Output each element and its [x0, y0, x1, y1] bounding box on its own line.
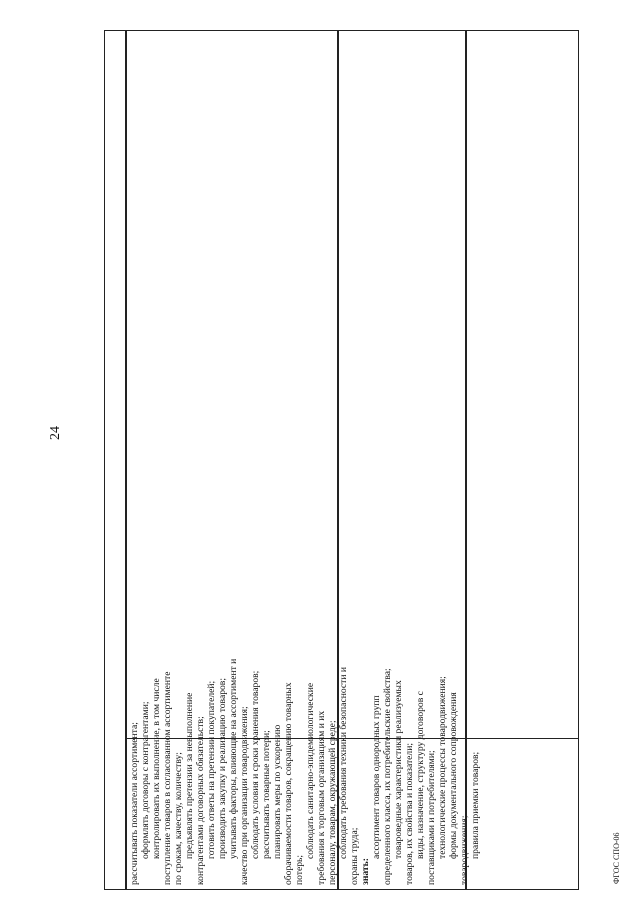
content-line: контролировать их выполнение, в том числе [151, 678, 162, 859]
content-line: товароведные характеристики реализуемых [393, 680, 404, 859]
standards-table [104, 30, 579, 890]
content-line: товародвижения; [459, 815, 470, 885]
content-line: правила приемки товаров; [470, 751, 481, 859]
content-line: соблюдать требования техники безопасности и [338, 667, 349, 859]
content-line: соблюдать условия и сроки хранения товаров; [250, 670, 261, 859]
content-line: оборачиваемости товаров, сокращению товарных [283, 682, 294, 885]
content-line: поступление товаров в согласованном ассортименте [162, 671, 173, 885]
content-line: технологические процессы товародвижения; [437, 676, 448, 859]
table-cell-empty-2 [467, 738, 578, 889]
content-line: планировать меры по ускорению [272, 724, 283, 859]
content-line: готовить ответы на претензии покупателей; [206, 680, 217, 859]
content-line: учитывать факторы, влияющие на ассортимент и [228, 658, 239, 859]
content-line: производить закупку и реализацию товаров; [217, 677, 228, 859]
content-line: определенного класса, их потребительские свойства; [382, 668, 393, 885]
table-row-empty-2 [466, 30, 579, 890]
content-line: по срокам, качеству, количеству; [173, 752, 184, 885]
content-line: знать: [360, 858, 371, 885]
content-line: контрагентами договорных обязательств; [195, 716, 206, 885]
content-line: поставщиками и потребителями; [426, 750, 437, 885]
content-line: требования к торговым организациям и их [316, 710, 327, 885]
content-line: ассортимент товаров однородных групп [371, 695, 382, 859]
content-line: товаров, их свойства и показатели; [404, 742, 415, 885]
content-line: соблюдать санитарно-эпидемиологические [305, 682, 316, 859]
page-number: 24 [48, 426, 63, 440]
footer-code: ФГОС СПО-06 [612, 832, 621, 884]
table-row-empty-1 [338, 30, 466, 890]
content-line: охраны труда; [349, 827, 360, 885]
competency-text [129, 35, 481, 885]
content-line: виды, назначение, структуру договоров с [415, 691, 426, 859]
content-line: рассчитывать товарные потери; [261, 730, 272, 859]
content-line: рассчитывать показатели ассортимента; [129, 722, 140, 885]
content-line: персоналу, товарам, окружающей среде; [327, 720, 338, 885]
table-cell-left-top [105, 739, 125, 889]
table-cell-empty-1 [339, 738, 465, 889]
content-line: качество при организации товародвижения; [239, 706, 250, 885]
content-line: формы документального сопровождения [448, 692, 459, 859]
content-line: оформлять договоры с контрагентами; [140, 701, 151, 859]
table-row-content [126, 30, 481, 890]
content-line: предъявлять претензии за невыполнение [184, 692, 195, 859]
table-row-top-strip [104, 30, 126, 890]
content-line: потерь; [294, 854, 305, 885]
